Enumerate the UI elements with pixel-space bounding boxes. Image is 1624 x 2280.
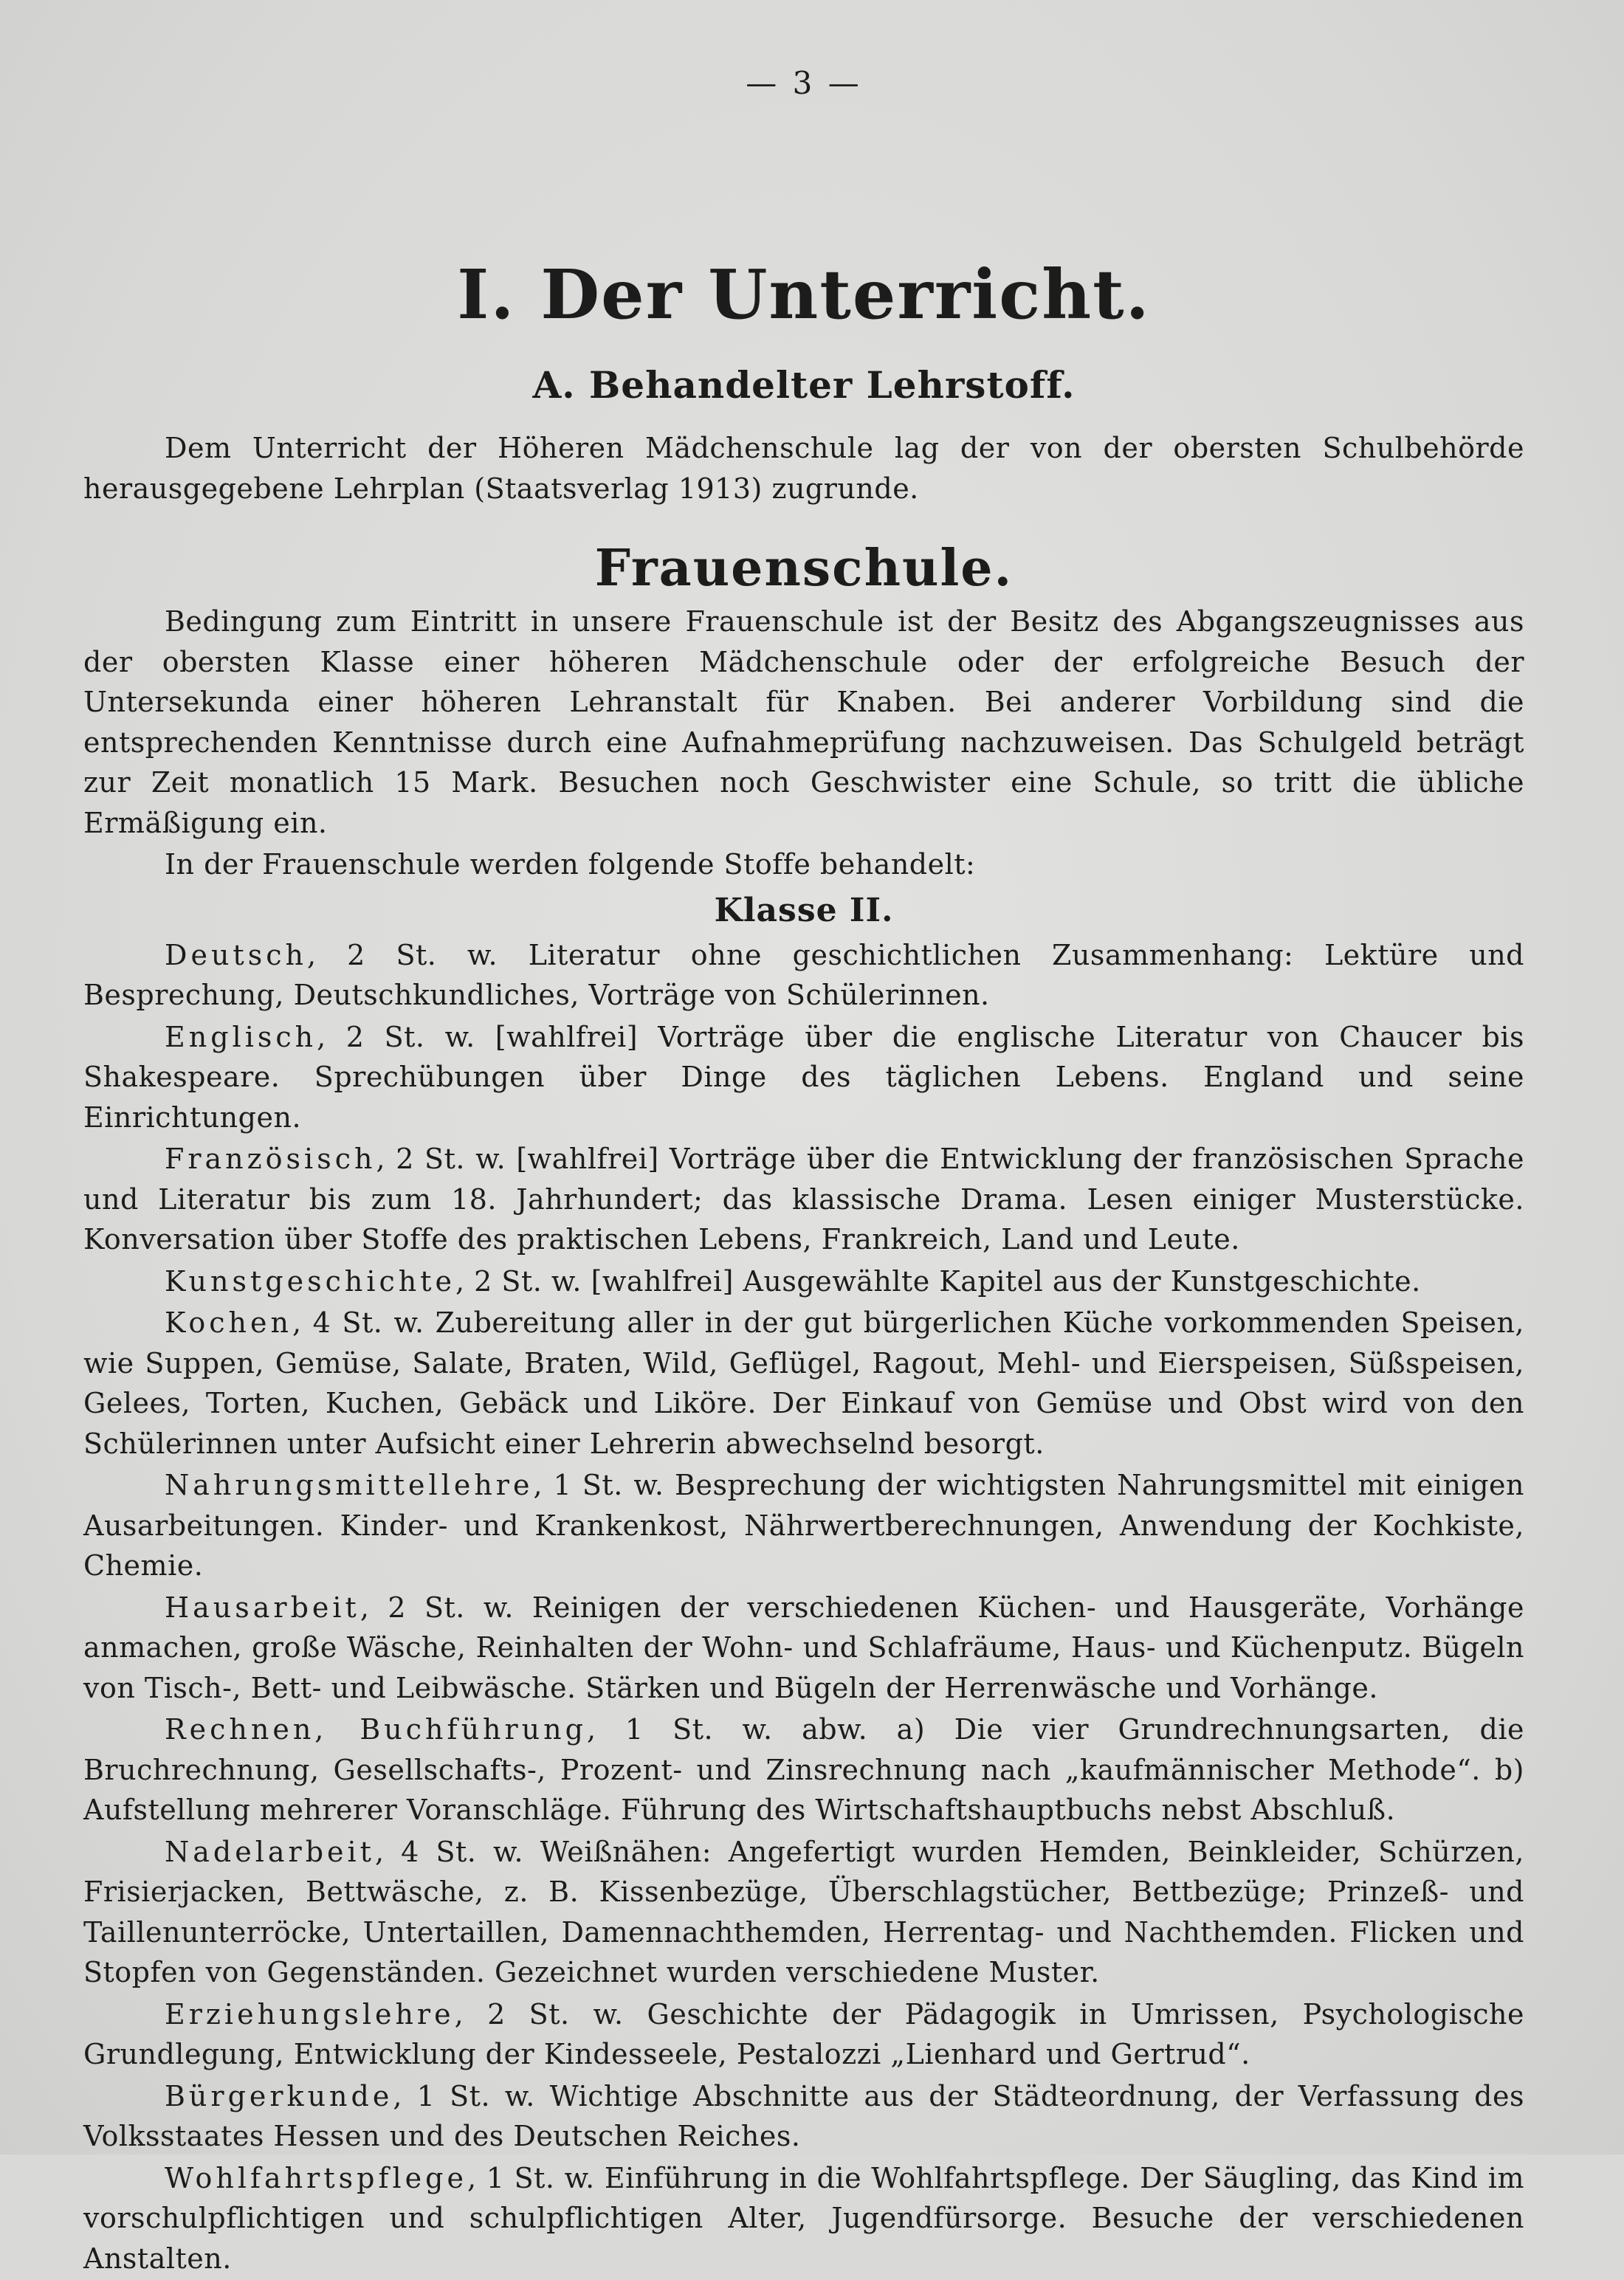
subject-paragraph [83, 1709, 1524, 1830]
subject-text: , 1 St. w. Besprechung der wichtigsten Nahrungsmittel mit einigen Ausarbeitungen. Kinder- und Krankenkost, Nährwertberechnungen, Anwendung der Kochkiste, Chemie. [83, 1469, 1524, 1582]
subjects-intro: In der Frauenschule werden folgende Stoffe behandelt: [165, 848, 976, 881]
intro-paragraph: Dem Unterricht der Höheren Mädchenschule lag der von der obersten Schulbehörde herausgegebene Lehrplan (Staatsverlag 1913) zugrunde. [83, 432, 1524, 505]
subject-name: Nahrungsmittellehre [165, 1469, 534, 1501]
subject-name: Englisch [165, 1020, 317, 1053]
subject-paragraph [83, 1261, 1524, 1302]
admission-paragraph: Bedingung zum Eintritt in unsere Frauenschule ist der Besitz des Abgangszeugnisses aus der obersten Klasse einer höheren Mädchenschule oder der erfolgreiche Besuch der Untersekunda einer höheren Lehranstalt für Knaben. Bei anderer Vorbildung sind die entsprechenden Kenntnisse durch eine Aufnahmeprüfung nachzuweisen. Das Schulgeld beträgt zur Zeit monatlich 15 Mark. Besuchen noch Geschwister eine Schule, so tritt die übliche Ermäßigung ein. [83, 605, 1524, 839]
subject-text: , 1 St. w. Wichtige Abschnitte aus der Städteordnung, der Verfassung des Volksstaates Hessen und des Deutschen Reiches. [83, 2079, 1524, 2152]
main-title: I. Der Unterricht. [457, 255, 1151, 334]
intro-section [83, 428, 1524, 510]
subject-paragraph [83, 1832, 1524, 1993]
subject-name: Rechnen, Buchführung [165, 1713, 587, 1746]
subject-name: Kunstgeschichte [165, 1264, 456, 1298]
subject-text: , 2 St. w. Reinigen der verschiedenen Küchen- und Hausgeräte, Vorhänge anmachen, große Wäsche, Reinhalten der Wohn- und Schlafräume, Haus- und Küchenputz. Bügeln von Tisch-, Bett- und Leibwäsche. Stärken und Bügeln der Herrenwäsche und Vorhänge. [83, 1591, 1524, 1704]
subject-name: Erziehungslehre [165, 1997, 455, 2031]
subject-text: , 2 St. w. [wahlfrei] Vorträge über die Entwicklung der französischen Sprache und Literatur bis zum 18. Jahrhundert; das klassische Drama. Lesen einiger Musterstücke. Konversation über Stoffe des praktischen Lebens, Frankreich, Land und Leute. [83, 1143, 1524, 1256]
school-title: Frauenschule. [594, 539, 1014, 598]
subject-text: , 1 St. w. Einführung in die Wohlfahrtspflege. Der Säugling, das Kind im vorschulpflichtigen und schulpflichtigen Alter, Jugendfürsorge. Besuche der verschiedenen Anstalten. [83, 2161, 1524, 2275]
body-block [83, 602, 1524, 2280]
subject-text: , 4 St. w. Weißnähen: Angefertigt wurden Hemden, Beinkleider, Schürzen, Frisierjacken, Bettwäsche, z. B. Kissenbezüge, Überschlagstücher, Bettbezüge; Prinzeß- und Taillenunterröcke, Untertaillen, Damennachthemden, Herrentag- und Nachthemden. Flicken und Stopfen von Gegenständen. Gezeichnet wurden verschiedene Muster. [83, 1835, 1524, 1988]
subject-text: , 4 St. w. Zubereitung aller in der gut bürgerlichen Küche vorkommenden Speisen, wie Suppen, Gemüse, Salate, Braten, Wild, Geflügel, Ragout, Mehl- und Eierspeisen, Süßspeisen, Gelees, Torten, Kuchen, Gebäck und Liköre. Der Einkauf von Gemüse und Obst wird von den Schülerinnen unter Aufsicht einer Lehrerin abwechselnd besorgt. [83, 1306, 1524, 1460]
subject-paragraph [83, 1303, 1524, 1464]
subject-name: Wohlfahrtspflege [165, 2161, 467, 2194]
subject-name: Deutsch [165, 938, 307, 971]
subject-text: , 2 St. w. [wahlfrei] Ausgewählte Kapitel aus der Kunstgeschichte. [455, 1264, 1421, 1298]
subject-paragraph [83, 1465, 1524, 1586]
subject-text: , 2 St. w. [wahlfrei] Vorträge über die englische Literatur von Chaucer bis Shakespeare. Sprechübungen über Dinge des täglichen Lebens. England und seine Einrichtungen. [83, 1020, 1524, 1134]
subject-paragraph [83, 2076, 1524, 2157]
subject-paragraph [83, 1588, 1524, 1709]
subject-name: Hausarbeit [165, 1591, 360, 1624]
subject-name: Bürgerkunde [165, 2079, 393, 2112]
subject-name: Kochen [165, 1306, 292, 1339]
page-number: — 3 — [746, 65, 862, 101]
subject-paragraph [83, 1994, 1524, 2075]
subject-paragraph [83, 1017, 1524, 1138]
subject-name: Französisch [165, 1143, 376, 1175]
subject-text: , 2 St. w. Geschichte der Pädagogik in Umrissen, Psychologische Grundlegung, Entwicklung der Kindesseele, Pestalozzi „Lienhard und Gertrud“. [83, 1997, 1524, 2070]
subject-paragraph [83, 1139, 1524, 1260]
subject-paragraph [83, 2158, 1524, 2279]
subject-text: , 1 St. w. abw. a) Die vier Grundrechnungsarten, die Bruchrechnung, Gesellschafts-, Prozent- und Zinsrechnung nach „kaufmännischer Methode“. b) Aufstellung mehrerer Voranschläge. Führung des Wirtschaftshauptbuchs nebst Abschluß. [83, 1713, 1524, 1826]
subject-text: , 2 St. w. Literatur ohne geschichtlichen Zusammenhang: Lektüre und Besprechung, Deutschkundliches, Vorträge von Schülerinnen. [83, 938, 1524, 1011]
subject-name: Nadelarbeit [165, 1835, 375, 1868]
section-heading: A. Behandelter Lehrstoff. [532, 363, 1076, 407]
class-heading: Klasse II. [714, 891, 894, 929]
subject-paragraph [83, 935, 1524, 1016]
